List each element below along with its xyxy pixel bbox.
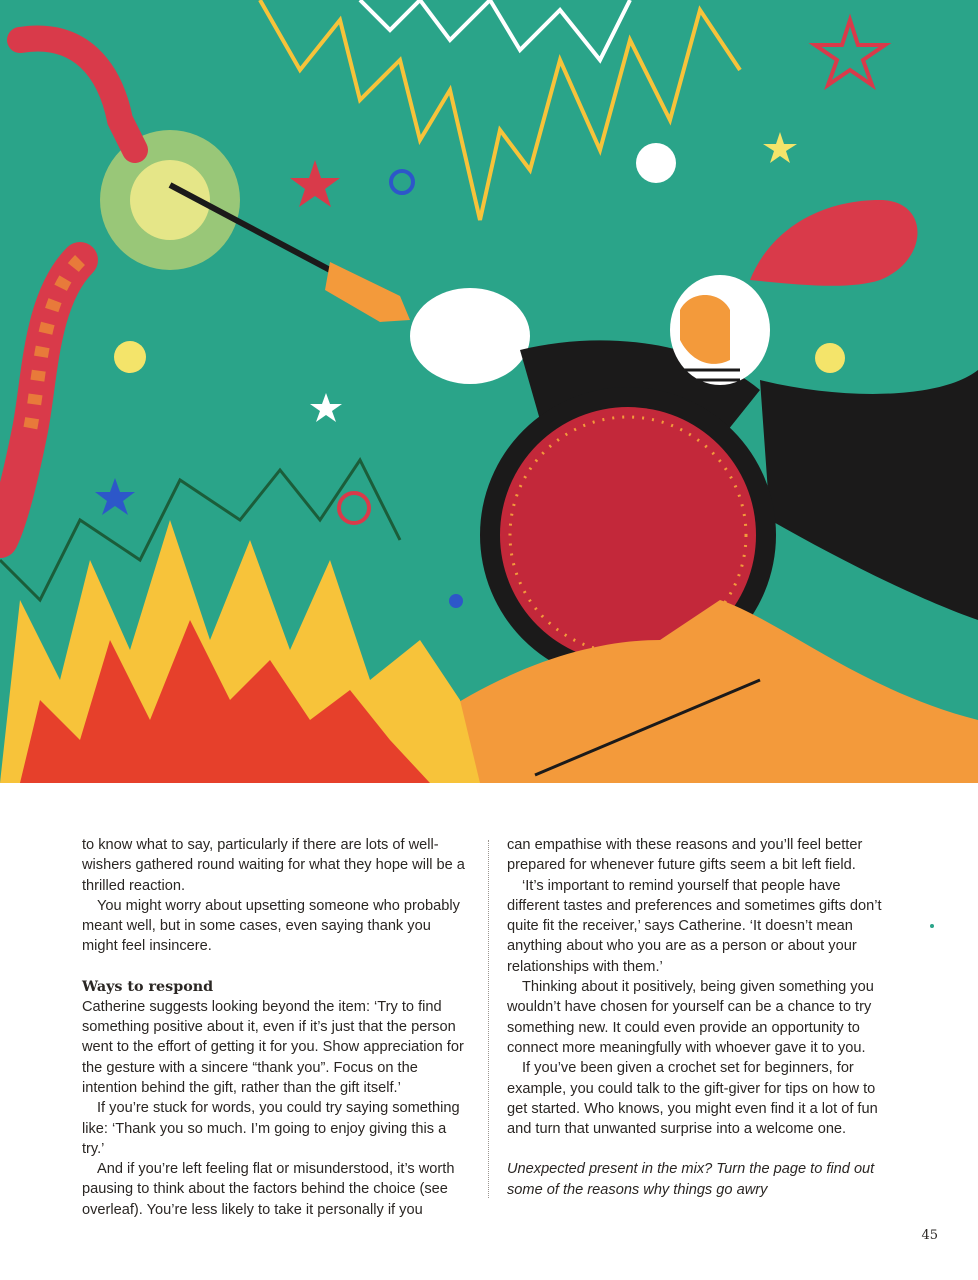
- section-heading: Ways to respond: [82, 978, 214, 995]
- left-paragraph-1: to know what to say, particularly if there are lots of well-wishers gathered round waiting for what they hope will be a thrilled reaction.: [82, 837, 465, 894]
- decorative-dot: [930, 924, 934, 928]
- callout-text: Unexpected present in the mix? Turn the page to find out some of the reasons why things go awry: [507, 1161, 875, 1198]
- page-number: 45: [921, 1228, 938, 1243]
- right-paragraph-3: Thinking about it positively, being given something you wouldn’t have chosen for yourself can be a chance to try something new. It could even provide an opportunity to connect more meaningfully with whoever gave it to you.: [507, 979, 874, 1056]
- right-text-column: [507, 835, 892, 1200]
- left-text-column: [82, 835, 470, 1220]
- right-paragraph-2: ‘It’s important to remind yourself that people have different tastes and preferences and sometimes gifts don’t quite fit the receiver,’ says Catherine. ‘It doesn’t mean anything about who you are as a person or about your relationships with them.’: [507, 877, 882, 975]
- left-paragraph-3: Catherine suggests looking beyond the item: ‘Try to find something positive about it, even if it’s just that the person went to the effort of getting it for you. Show appreciation for the gesture with a sincere “thank you”. Focus on the intention behind the gift, rather than the gift itself.’: [82, 998, 464, 1096]
- left-paragraph-4: If you’re stuck for words, you could try saying something like: ‘Thank you so much. I’m going to enjoy giving this a try.’: [82, 1100, 460, 1157]
- left-paragraph-2: You might worry about upsetting someone who probably meant well, but in some cases, even saying thank you might feel insincere.: [82, 897, 460, 955]
- right-paragraph-4: If you’ve been given a crochet set for beginners, for example, you could talk to the gift-giver for tips on how to get started. Who knows, you might even find it a lot of fun and turn that unwanted surprise into a welcome one.: [507, 1060, 878, 1138]
- left-paragraph-5: And if you’re left feeling flat or misunderstood, it’s worth pausing to think about the factors behind the choice (see overleaf). You’re less likely to take it personally if you: [82, 1161, 455, 1218]
- column-divider: [488, 840, 489, 1198]
- right-paragraph-1: can empathise with these reasons and you’ll feel better prepared for whenever future gifts seem a bit left field.: [507, 837, 863, 874]
